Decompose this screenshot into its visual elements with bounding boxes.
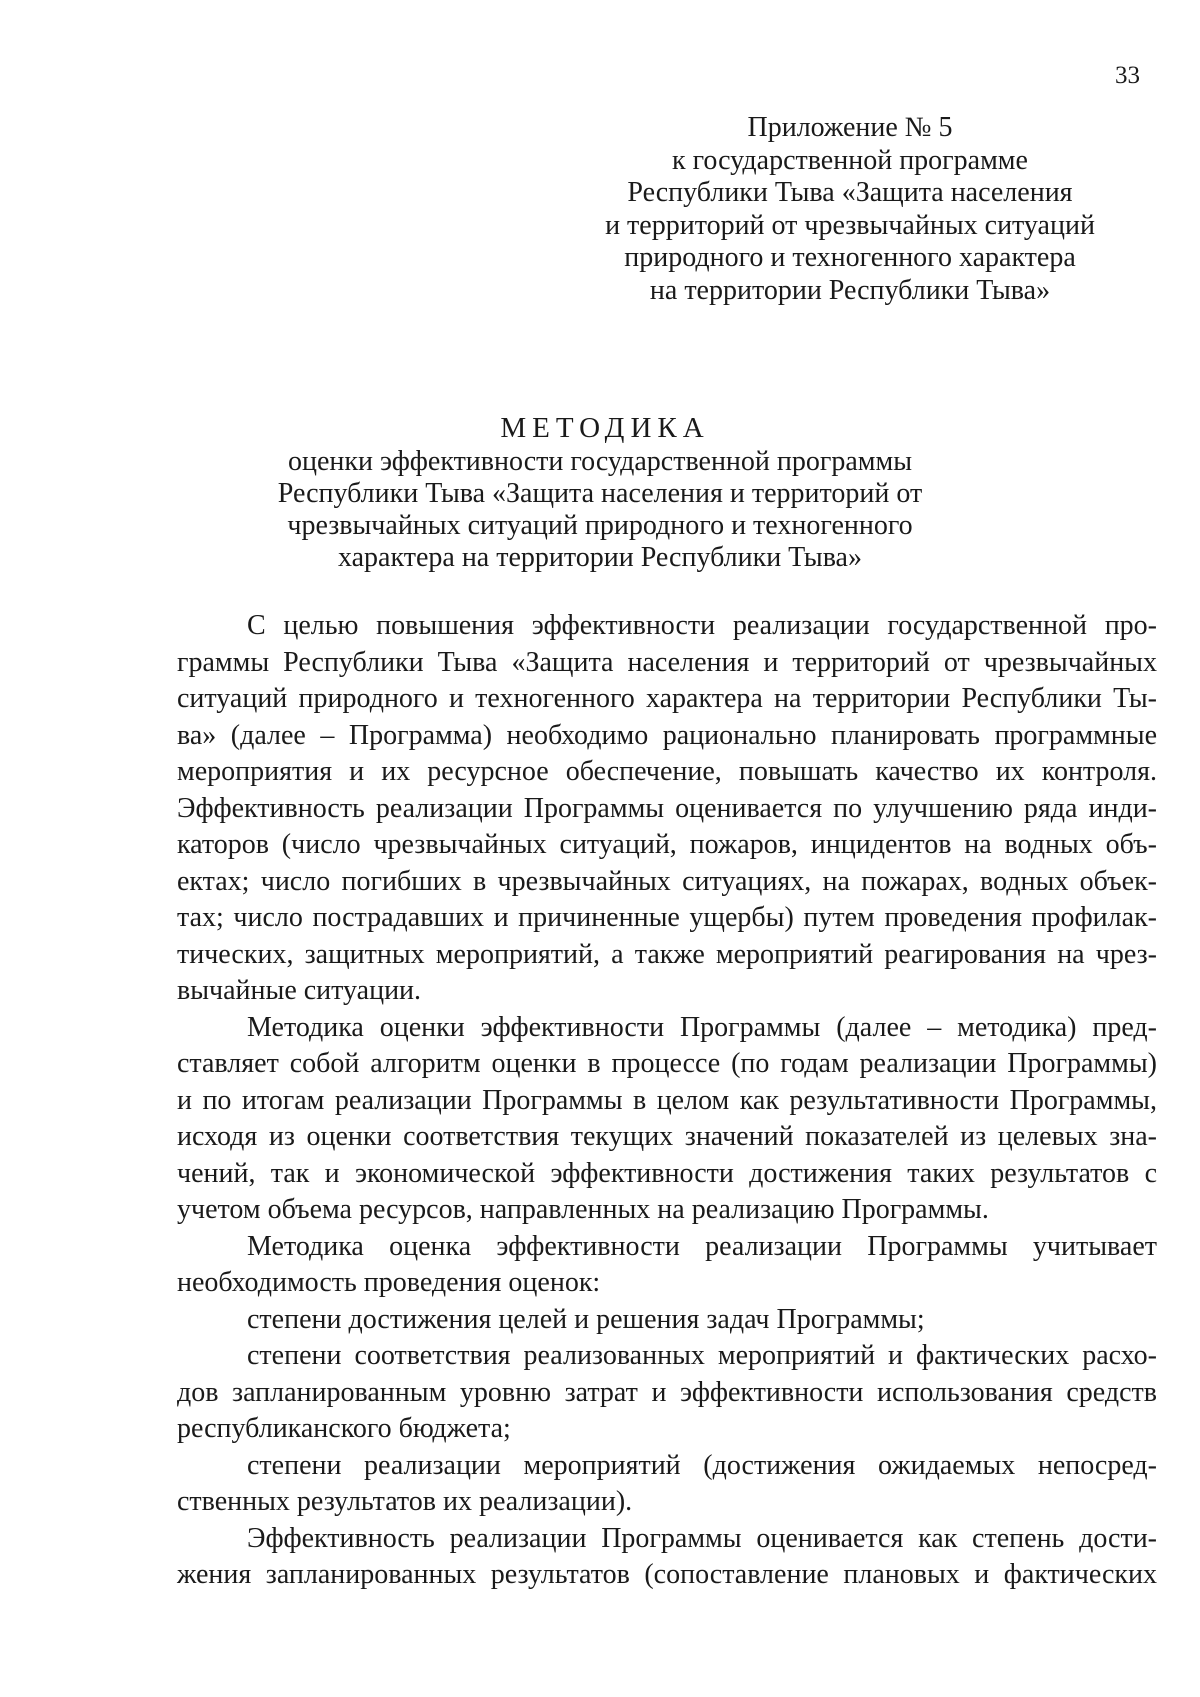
appendix-line: природного и техногенного характера — [624, 242, 1076, 273]
appendix-header — [600, 112, 1100, 307]
title-line: оценки эффективности государственной программы — [287, 446, 913, 477]
body-text — [177, 608, 1157, 1594]
text-line: ственных результатов их реализации). — [177, 1486, 633, 1517]
title-heading: МЕТОДИКА — [500, 412, 710, 444]
title-line: Республики Тыва «Защита населения и территорий от — [277, 478, 923, 509]
appendix-line: на территории Республики Тыва» — [649, 274, 1051, 306]
text-line: дов запланированным уровню затрат и эффективности использования средств — [177, 1376, 1157, 1408]
text-line: учетом объема ресурсов, направленных на реализацию Программы. — [177, 1194, 989, 1225]
title-subtitle — [0, 446, 1200, 574]
text-line: тах; число пострадавших и причиненные ущербы) путем проведения профилак- — [177, 902, 1157, 933]
text-line: Эффективность реализации Программы оценивается по улучшению ряда инди- — [177, 792, 1157, 824]
text-line: и по итогам реализации Программы в целом как результативности Программы, — [177, 1084, 1157, 1116]
text-line: исходя из оценки соответствия текущих значений показателей из целевых зна- — [177, 1121, 1157, 1152]
text-line: ектах; число погибших в чрезвычайных ситуациях, на пожарах, водных объек- — [177, 865, 1157, 897]
document-title — [0, 410, 1200, 574]
text-line: каторов (число чрезвычайных ситуаций, пожаров, инцидентов на водных объ- — [177, 829, 1157, 860]
text-line: мероприятия и их ресурсное обеспечение, повышать качество их контроля. — [177, 756, 1157, 787]
title-line: характера на территории Республики Тыва» — [338, 542, 862, 573]
text-line: ва» (далее – Программа) необходимо рационально планировать программные — [177, 719, 1157, 751]
text-line: чений, так и экономической эффективности достижения таких результатов с — [177, 1157, 1157, 1189]
appendix-line: Приложение № 5 — [747, 112, 953, 143]
appendix-line: и территорий от чрезвычайных ситуаций — [605, 209, 1095, 241]
text-line: Методика оценка эффективности реализации Программы учитывает — [247, 1230, 1157, 1262]
text-line: Методика оценки эффективности Программы (далее – методика) пред- — [247, 1011, 1157, 1043]
text-line: тических, защитных мероприятий, а также мероприятий реагирования на чрез- — [177, 938, 1157, 970]
text-line: ситуаций природного и техногенного характера на территории Республики Ты- — [177, 683, 1157, 714]
title-line: чрезвычайных ситуаций природного и техногенного — [287, 510, 913, 541]
text-line: вычайные ситуации. — [177, 975, 422, 1006]
text-line: необходимость проведения оценок: — [177, 1267, 601, 1298]
text-line: республиканского бюджета; — [177, 1413, 511, 1444]
list-item: степени соответствия реализованных мероприятий и фактических расхо- — [247, 1340, 1157, 1371]
text-line: жения запланированных результатов (сопоставление плановых и фактических — [177, 1559, 1157, 1590]
text-line: ставляет собой алгоритм оценки в процессе (по годам реализации Программы) — [177, 1048, 1157, 1079]
list-item: степени реализации мероприятий (достижения ожидаемых непосред- — [247, 1449, 1157, 1481]
appendix-line: к государственной программе — [672, 144, 1028, 176]
appendix-line: Республики Тыва «Защита населения — [627, 177, 1073, 208]
text-line: Эффективность реализации Программы оценивается как степень дости- — [247, 1522, 1157, 1554]
list-item: степени достижения целей и решения задач Программы; — [247, 1303, 925, 1335]
text-line: С целью повышения эффективности реализации государственной про- — [247, 610, 1157, 641]
page-number: 33 — [1115, 62, 1140, 89]
text-line: граммы Республики Тыва «Защита населения и территорий от чрезвычайных — [177, 646, 1157, 678]
